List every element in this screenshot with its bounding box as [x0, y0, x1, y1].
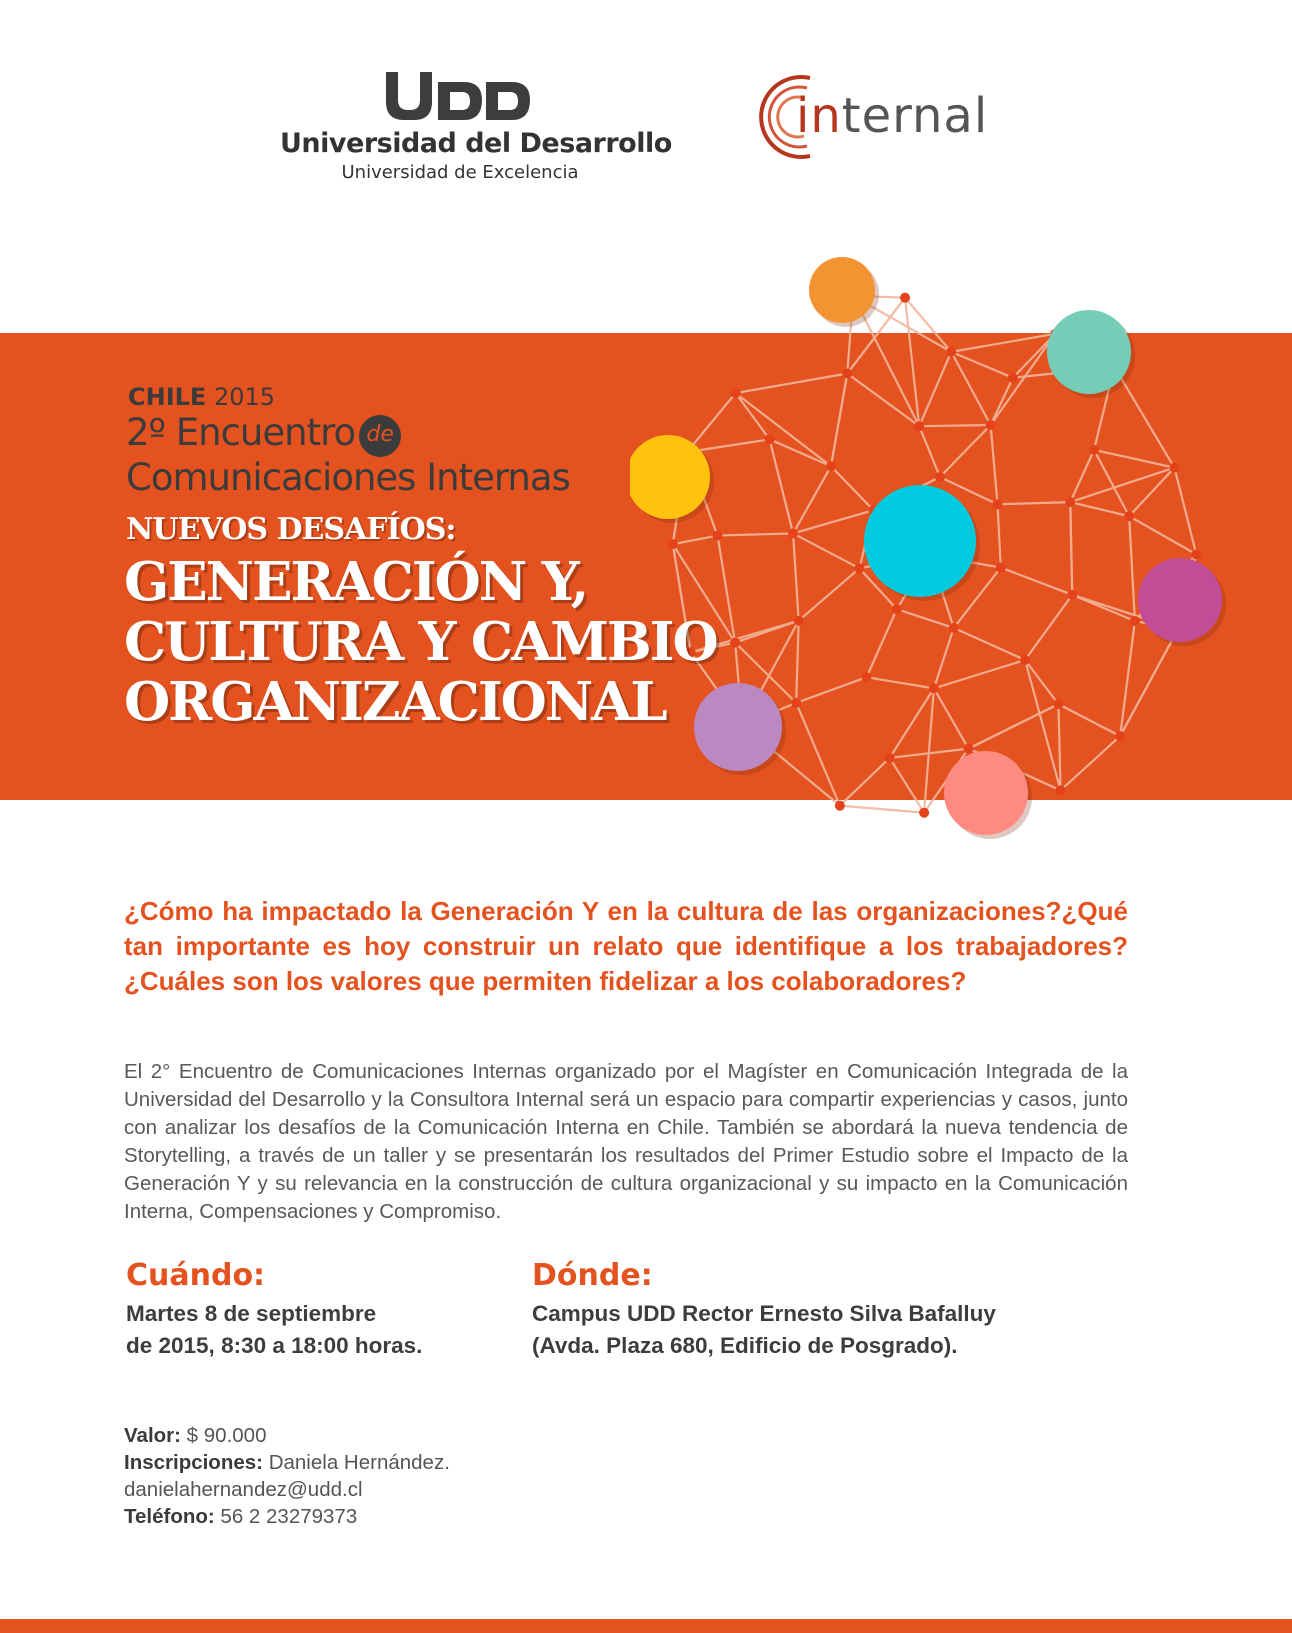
color-bubble [864, 485, 976, 597]
when-heading: Cuándo: [126, 1258, 266, 1293]
network-link [1070, 502, 1129, 516]
network-link [867, 609, 897, 677]
when-details [126, 1298, 422, 1362]
network-node [1067, 590, 1077, 600]
internal-logo [752, 72, 1022, 162]
network-link [1120, 621, 1135, 736]
network-link [991, 425, 998, 504]
event-title-line2: Comunicaciones Internas [126, 456, 570, 499]
network-node [914, 421, 924, 431]
network-node [1191, 549, 1201, 559]
network-link [847, 374, 919, 427]
event-country: CHILE [128, 383, 207, 411]
network-link [951, 352, 990, 425]
event-location-year [128, 383, 275, 411]
network-node [794, 616, 804, 626]
network-link [934, 628, 954, 688]
network-link [890, 688, 934, 758]
network-link [717, 536, 735, 643]
network-node [826, 461, 836, 471]
university-name: Universidad del Desarrollo [280, 128, 672, 159]
price-value: $ 90.000 [186, 1424, 267, 1447]
network-link [1072, 595, 1135, 621]
network-link [831, 374, 847, 467]
event-year: 2015 [213, 383, 276, 411]
network-link [1129, 516, 1135, 621]
headline-line-2: CULTURA Y CAMBIO [124, 611, 717, 673]
network-link [934, 688, 969, 748]
network-link [717, 533, 793, 535]
registration-info [124, 1422, 450, 1530]
network-node [668, 539, 678, 549]
network-link [1129, 516, 1196, 554]
price-row [124, 1422, 450, 1449]
network-link [890, 758, 925, 813]
challenges-heading: NUEVOS DESAFÍOS: [126, 512, 456, 547]
network-link [968, 704, 1058, 748]
udd-logo [272, 62, 672, 192]
network-node [731, 388, 741, 398]
registration-contact: Daniela Hernández. [268, 1451, 450, 1474]
bottom-bar [0, 1619, 1292, 1633]
network-sphere-illustration [630, 255, 1270, 895]
network-node [842, 369, 852, 379]
network-link [840, 806, 924, 813]
network-node [919, 808, 929, 818]
udd-mark-icon [382, 70, 532, 126]
network-link [840, 758, 890, 806]
network-link [796, 703, 840, 806]
network-link [919, 426, 940, 477]
registration-label: Inscripciones: [124, 1451, 263, 1474]
internal-wordmark [796, 88, 988, 144]
network-node [986, 420, 996, 430]
network-node [885, 753, 895, 763]
when-date: Martes 8 de septiembre [126, 1301, 377, 1326]
network-link [770, 439, 794, 533]
network-link [1094, 450, 1174, 468]
network-link [919, 425, 990, 426]
network-link [998, 502, 1071, 504]
network-link [991, 378, 1013, 425]
network-node [712, 531, 722, 541]
where-details [532, 1298, 996, 1362]
network-node [1053, 699, 1063, 709]
where-address: (Avda. Plaza 680, Edificio de Posgrado). [532, 1333, 958, 1358]
network-link [793, 533, 799, 620]
network-link [1094, 450, 1129, 516]
color-bubble [1047, 310, 1131, 394]
registration-row [124, 1449, 450, 1476]
lead-questions: ¿Cómo ha impactado la Generación Y en la cultura de las organizaciones?¿Qué tan importante es hoy construir un relato que identifique a los trabajadores? ¿Cuáles son los valores que permiten fidelizar a los colaboradores? [124, 896, 1128, 996]
network-node [963, 744, 973, 754]
network-link [1061, 736, 1121, 790]
network-node [1124, 511, 1134, 521]
headline-line-1: GENERACIÓN Y, [124, 551, 588, 613]
network-node [1130, 616, 1140, 626]
network-node [854, 563, 864, 573]
network-link [796, 677, 866, 703]
network-link [991, 334, 1056, 425]
email-link[interactable]: danielahernandez@udd.cl [124, 1478, 363, 1501]
network-link [1058, 704, 1120, 736]
when-time: de 2015, 8:30 a 18:00 horas. [126, 1333, 423, 1358]
color-bubble [1138, 558, 1222, 642]
network-link [951, 352, 1013, 378]
network-node [935, 472, 945, 482]
network-link [934, 660, 1025, 688]
network-link [687, 393, 736, 452]
color-bubble [809, 257, 875, 323]
network-node [1056, 785, 1066, 795]
headline-line-3: ORGANIZACIONAL [124, 671, 666, 733]
phone-label: Teléfono: [124, 1505, 215, 1528]
network-link [1174, 468, 1196, 555]
internal-wordmark-suffix: ternal [841, 88, 989, 144]
network-link [736, 393, 831, 466]
network-node [993, 499, 1003, 509]
network-link [736, 374, 848, 394]
where-campus: Campus UDD Rector Ernesto Silva Bafalluy [532, 1301, 996, 1326]
network-link [1058, 704, 1060, 790]
network-link [1001, 568, 1072, 595]
network-link [796, 621, 798, 703]
network-link [793, 533, 859, 568]
network-node [996, 563, 1006, 573]
network-link [897, 609, 954, 628]
network-link [673, 536, 718, 545]
network-link [954, 628, 1025, 660]
event-title [126, 412, 570, 499]
network-node [1008, 373, 1018, 383]
network-node [946, 347, 956, 357]
network-node [835, 801, 845, 811]
where-heading: Dónde: [532, 1258, 653, 1293]
color-bubble [944, 751, 1028, 835]
network-link [998, 504, 1001, 567]
network-node [892, 604, 902, 614]
network-link [919, 352, 951, 426]
network-link [1070, 502, 1072, 595]
network-node [1115, 731, 1125, 741]
network-link [924, 688, 934, 812]
phone-value: 56 2 23279373 [220, 1505, 358, 1528]
main-headline [124, 552, 717, 732]
network-node [929, 683, 939, 693]
network-node [862, 672, 872, 682]
intro-paragraph: El 2° Encuentro de Comunicaciones Internas organizado por el Magíster en Comunicación Integrada de la Universidad del Desarrollo y la Consultora Internal será un espacio para compartir experiencias y casos, junto con analizar los desafíos de la Comunicación Interna en Chile. También se abordará la nueva tendencia de Storytelling, a través de un taller y se presentarán los resultados del Primer Estudio sobre el Impacto de la Generación Y y su relevancia en la construcción de cultura organizacional y su impacto en la Comunicación Interna, Compensaciones y Compromiso. [124, 1060, 1128, 1223]
phone-row [124, 1503, 450, 1530]
network-node [900, 293, 910, 303]
event-title-line1: 2º Encuentro [126, 411, 356, 454]
university-tagline: Universidad de Excelencia [341, 162, 579, 183]
network-node [1089, 445, 1099, 455]
network-node [1065, 497, 1075, 507]
network-node [1020, 655, 1030, 665]
network-link [940, 425, 991, 477]
network-link [905, 298, 919, 427]
network-link [831, 466, 874, 510]
network-link [905, 298, 951, 352]
network-link [1120, 629, 1178, 736]
network-node [949, 623, 959, 633]
network-node [791, 698, 801, 708]
network-link [1025, 595, 1072, 660]
price-label: Valor: [124, 1424, 181, 1447]
network-node [788, 528, 798, 538]
internal-wordmark-prefix: in [796, 88, 842, 144]
network-link [1025, 660, 1061, 790]
network-node [730, 638, 740, 648]
de-badge: de [359, 415, 401, 457]
network-node [1169, 463, 1179, 473]
network-link [867, 677, 934, 688]
network-link [799, 568, 860, 620]
network-node [765, 434, 775, 444]
